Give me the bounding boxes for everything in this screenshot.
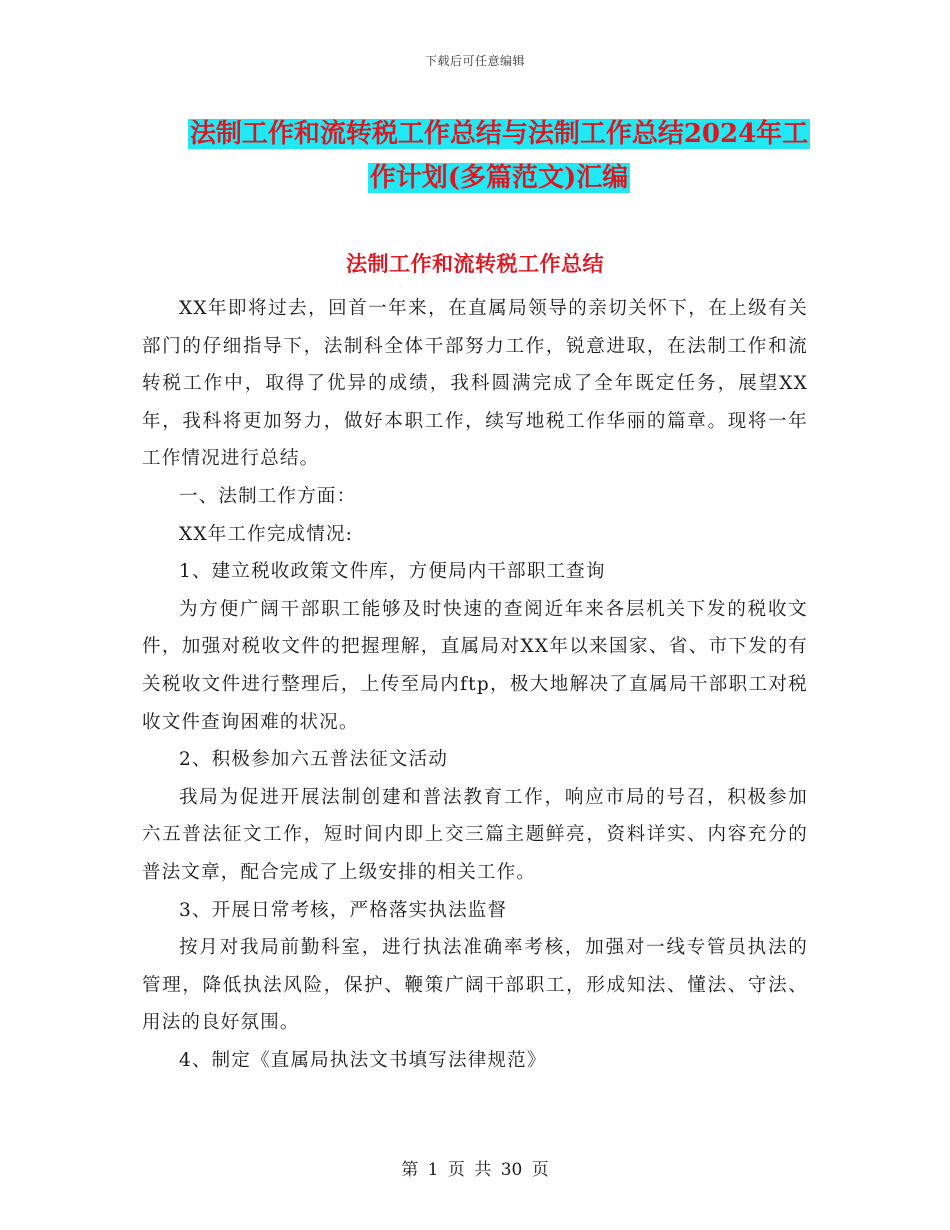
heading-item-3: 3、开展日常考核，严格落实执法监督 bbox=[179, 899, 508, 921]
heading-completion-status: XX年工作完成情况: bbox=[179, 523, 354, 545]
document-title bbox=[140, 112, 858, 200]
heading-legal-work: 一、法制工作方面： bbox=[179, 485, 357, 507]
heading-item-2: 2、积极参加六五普法征文活动 bbox=[179, 749, 449, 771]
paragraph-item-3: 按月对我局前勤科室，进行执法准确率考核，加强对一线专管员执法的管理，降低执法风险，保护、鞭策广阔干部职工，形成知法、懂法、守法、用法的良好氛围。 bbox=[142, 937, 808, 1034]
paragraph-intro: XX年即将过去，回首一年来，在直属局领导的亲切关怀下，在上级有关部门的仔细指导下，法制科全体干部努力工作，锐意进取，在法制工作和流转税工作中，取得了优异的成绩，我科圆满完成了全年既定任务，展望XX年，我科将更加努力，做好本职工作，续写地税工作华丽的篇章。现将一年工作情况进行总结。 bbox=[142, 298, 808, 470]
paragraph-item-2: 我局为促进开展法制创建和普法教育工作，响应市局的号召，积极参加六五普法征文工作，短时间内即上交三篇主题鲜亮，资料详实、内容充分的普法文章，配合完成了上级安排的相关工作。 bbox=[142, 786, 808, 883]
heading-item-1: 1、建立税收政策文件库，方便局内干部职工查询 bbox=[179, 561, 606, 583]
body-text bbox=[142, 290, 808, 1079]
heading-item-4: 4、制定《直属局执法文书填写法律规范》 bbox=[179, 1049, 547, 1071]
document-title-line-1: 法制工作和流转税工作总结与法制工作总结2024年工 bbox=[189, 119, 809, 149]
document-title-line-2: 作计划(多篇范文)汇编 bbox=[369, 163, 629, 193]
page-footer: 第 1 页 共 30 页 bbox=[401, 1160, 549, 1180]
section-title: 法制工作和流转税工作总结 bbox=[346, 251, 604, 276]
header-note: 下载后可任意编辑 bbox=[424, 54, 525, 68]
paragraph-item-1: 为方便广阔干部职工能够及时快速的查阅近年来各层机关下发的税收文件，加强对税收文件的把握理解，直属局对XX年以来国家、省、市下发的有关税收文件进行整理后，上传至局内ftp，极大地解决了直属局干部职工对税收文件查询困难的状况。 bbox=[142, 598, 808, 733]
